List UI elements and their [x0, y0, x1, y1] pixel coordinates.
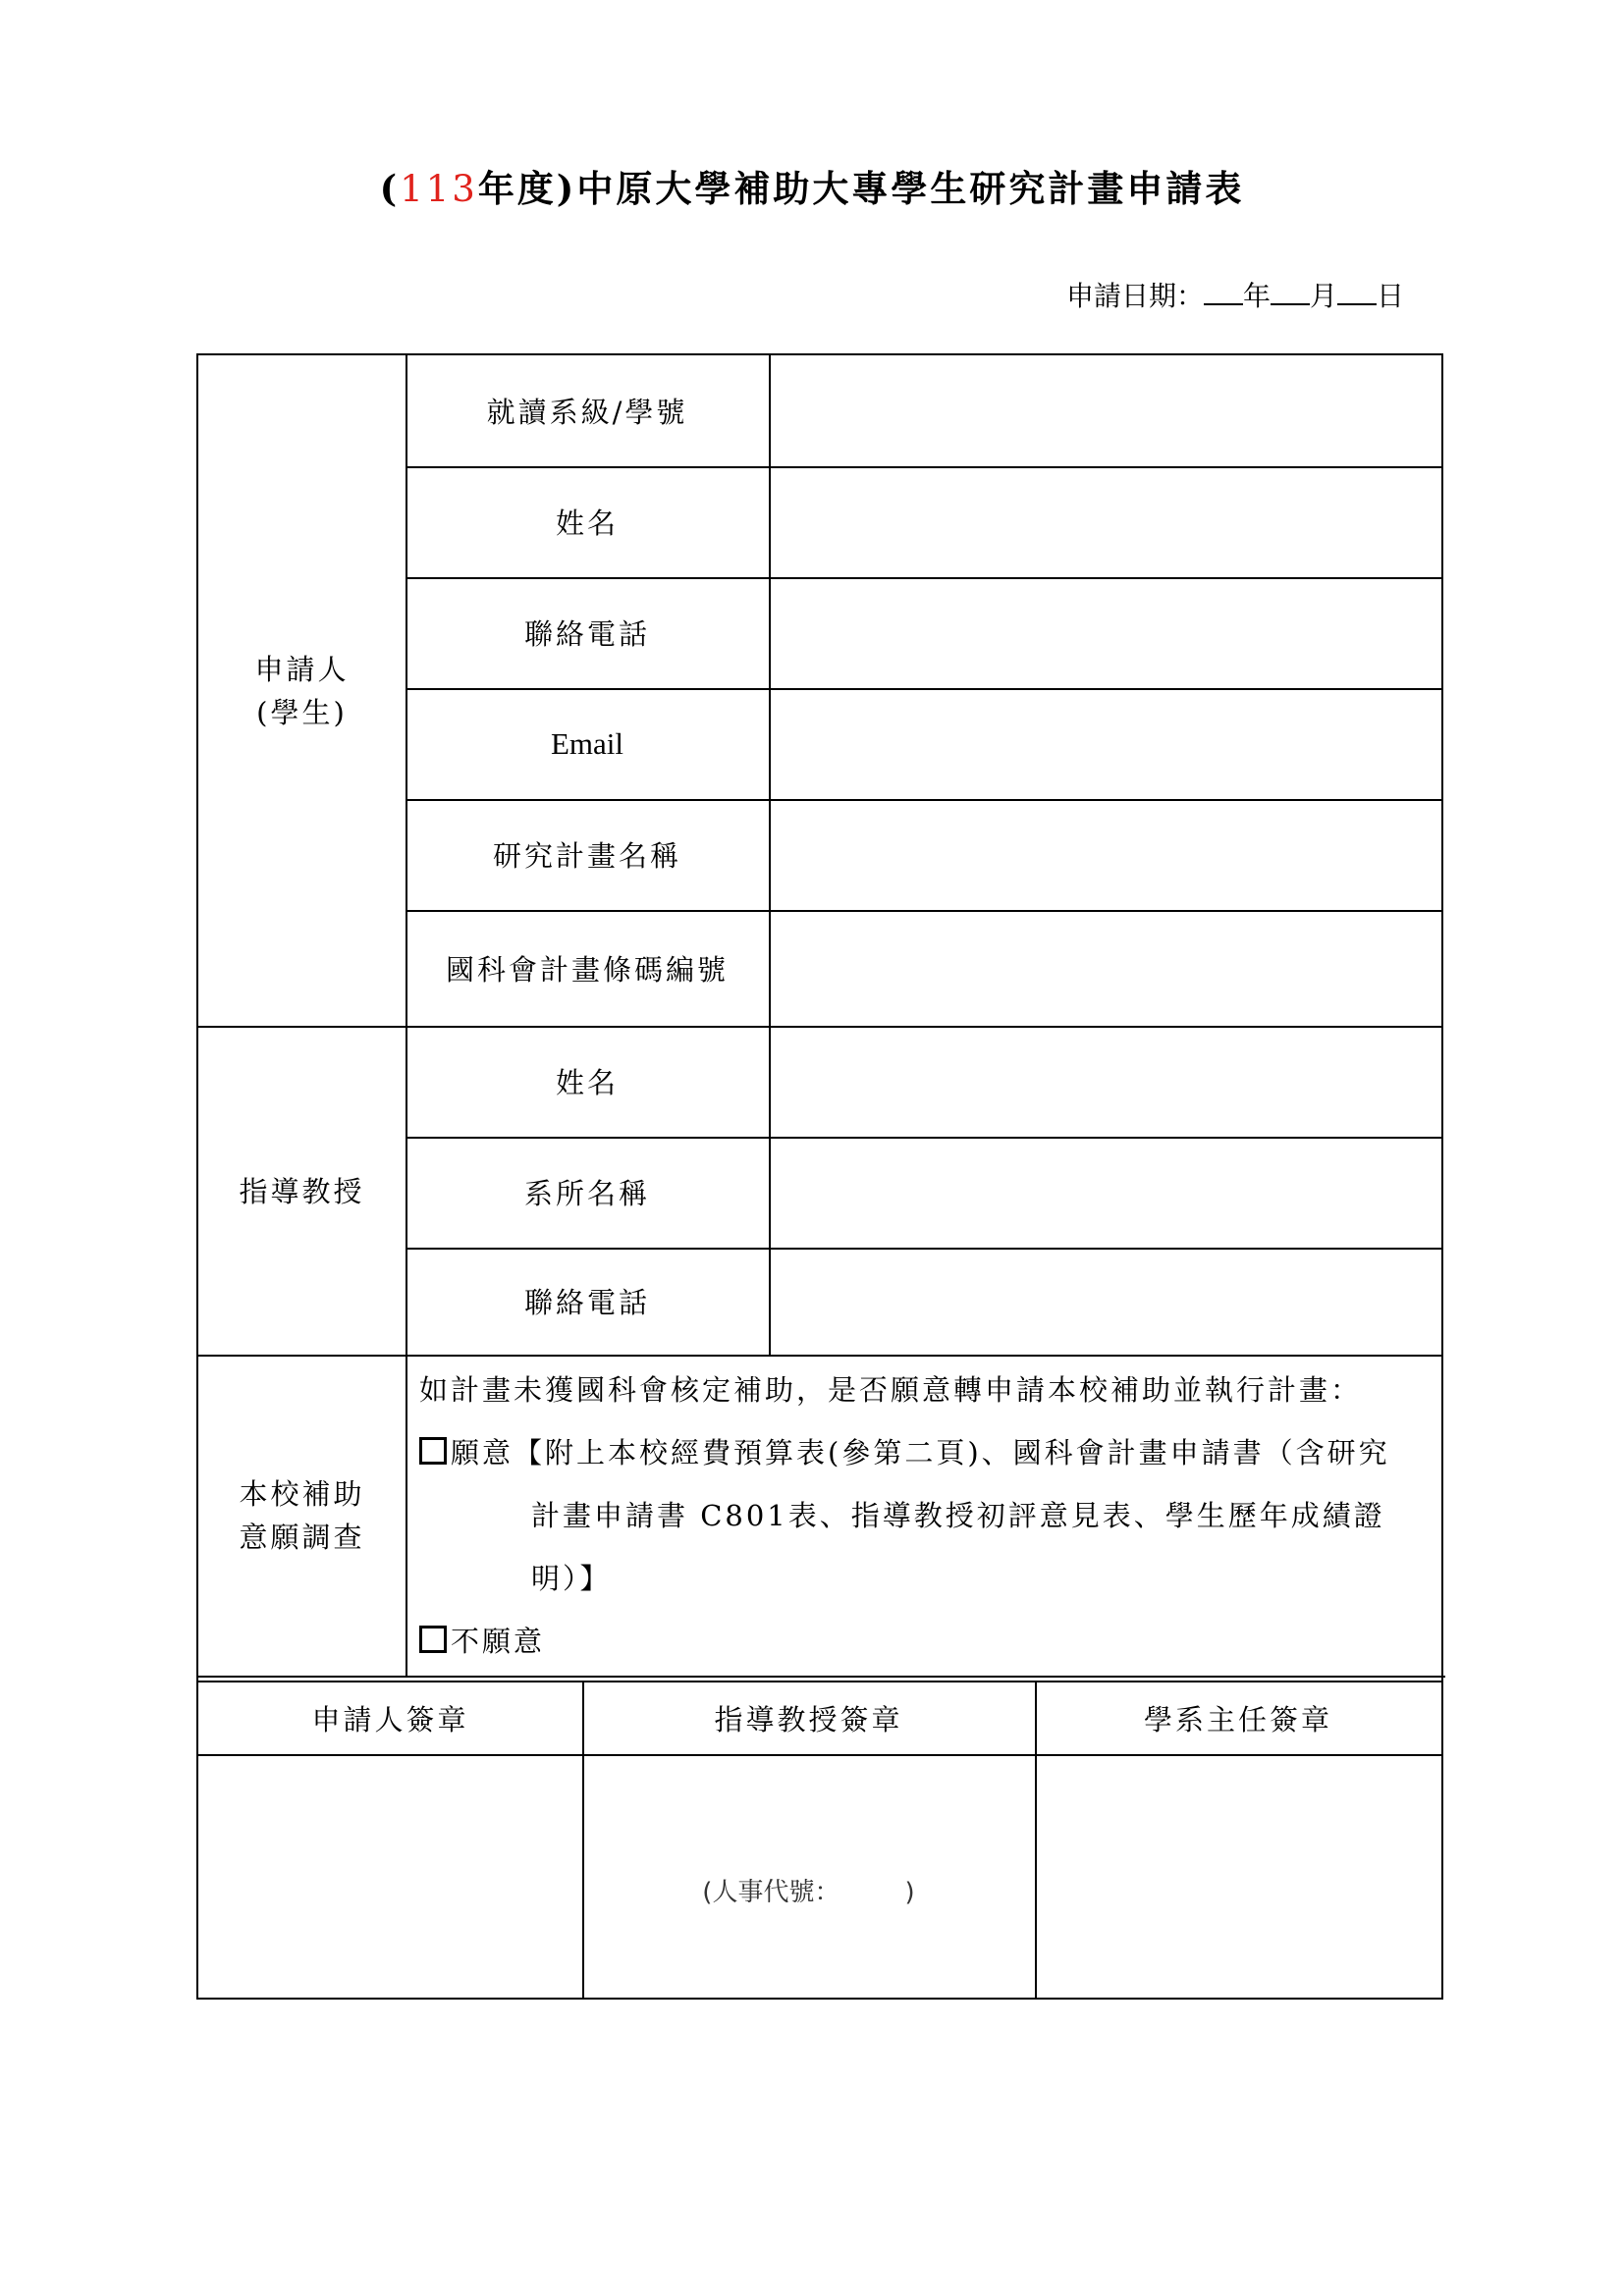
- advisor-dept-field[interactable]: [769, 1137, 1441, 1250]
- chair-signature-box[interactable]: [1035, 1756, 1441, 1998]
- no-text: 不願意: [451, 1625, 546, 1658]
- date-month-label: 月: [1309, 280, 1337, 312]
- advisor-phone-field[interactable]: [769, 1248, 1441, 1357]
- yes-checkbox[interactable]: [419, 1437, 447, 1465]
- title-year: 113: [400, 168, 478, 210]
- yes-text-line2: 計畫申請書 C801表、指導教授初評意見表、學生歷年成績證: [531, 1499, 1385, 1532]
- date-month-blank[interactable]: [1271, 280, 1310, 305]
- survey-label-line1: 本校補助: [239, 1476, 365, 1511]
- applicant-signature-box[interactable]: [198, 1756, 584, 1998]
- advisor-name-field[interactable]: [769, 1026, 1441, 1139]
- advisor-name-label: 姓名: [406, 1026, 771, 1139]
- applicant-signature-header: 申請人簽章: [198, 1682, 584, 1756]
- advisor-signature-box[interactable]: [582, 1756, 1037, 1998]
- survey-option-yes[interactable]: [419, 1421, 1445, 1484]
- survey-question: 如計畫未獲國科會核定補助，是否願意轉申請本校補助並執行計畫：: [419, 1373, 1363, 1407]
- nstc-barcode-label: 國科會計畫條碼編號: [406, 910, 771, 1028]
- chair-signature-header: 學系主任簽章: [1035, 1682, 1441, 1756]
- staff-code-note: (人事代號： ): [702, 1878, 915, 1907]
- yes-text-line3: 明）】: [531, 1562, 612, 1595]
- applicant-group-label: [198, 355, 407, 1028]
- advisor-signature-header: 指導教授簽章: [582, 1682, 1037, 1756]
- date-label: 申請日期：: [1065, 280, 1204, 312]
- application-form-table: [196, 353, 1443, 2000]
- project-title-field[interactable]: [769, 799, 1441, 912]
- survey-option-no[interactable]: [419, 1610, 1445, 1673]
- project-title-label: 研究計畫名稱: [406, 799, 771, 912]
- applicant-email-field[interactable]: [769, 688, 1441, 801]
- yes-text-line1: 願意【附上本校經費預算表(參第二頁)、國科會計畫申請書（含研究: [451, 1436, 1390, 1469]
- applicant-label-line2: (學生): [256, 695, 348, 729]
- date-year-blank[interactable]: [1204, 280, 1243, 305]
- applicant-dept-id-label: 就讀系級/學號: [406, 355, 771, 468]
- advisor-dept-label: 系所名稱: [406, 1137, 771, 1250]
- applicant-phone-label: 聯絡電話: [406, 577, 771, 690]
- applicant-email-label: Email: [406, 688, 771, 801]
- form-title: [0, 159, 1624, 212]
- no-checkbox[interactable]: [419, 1626, 447, 1653]
- applicant-name-field[interactable]: [769, 466, 1441, 579]
- date-day-blank[interactable]: [1337, 280, 1377, 305]
- title-open-paren: (: [379, 167, 401, 210]
- application-date: [1031, 275, 1404, 314]
- date-year-label: 年: [1242, 280, 1271, 312]
- advisor-group-label: 指導教授: [198, 1026, 407, 1357]
- nstc-barcode-field[interactable]: [769, 910, 1441, 1028]
- applicant-phone-field[interactable]: [769, 577, 1441, 690]
- date-day-label: 日: [1376, 280, 1404, 312]
- title-text: 年度)中原大學補助大專學生研究計畫申請表: [477, 167, 1245, 210]
- survey-content: [406, 1355, 1445, 1678]
- advisor-phone-label: 聯絡電話: [406, 1248, 771, 1357]
- survey-label-line2: 意願調查: [239, 1520, 365, 1554]
- applicant-label-line1: 申請人: [254, 652, 350, 686]
- applicant-name-label: 姓名: [406, 466, 771, 579]
- applicant-dept-id-field[interactable]: [769, 355, 1441, 468]
- survey-group-label: [198, 1355, 407, 1678]
